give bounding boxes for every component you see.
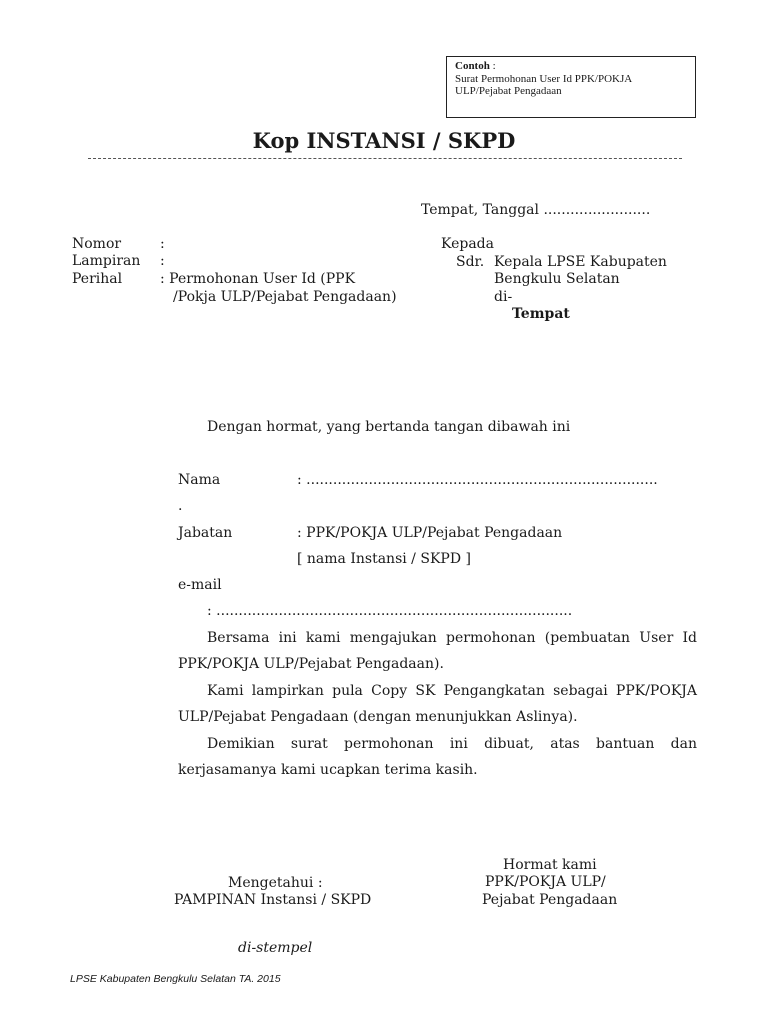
- signature-left-line-1: Mengetahui :: [228, 875, 323, 891]
- paragraph-1-text: Bersama ini kami mengajukan permohonan (pembuatan User Id PPK/POKJA ULP/Pejabat Pengadaan).: [178, 630, 697, 672]
- recipient-kepada: Kepada: [441, 236, 494, 252]
- perihal-label: Perihal: [72, 271, 123, 287]
- recipient-tempat-clip: [508, 306, 628, 322]
- recipient-kepada-clip: [441, 236, 494, 252]
- perihal-value-line-2: /Pokja ULP/Pejabat Pengadaan): [173, 289, 397, 305]
- lampiran-label: Lampiran: [72, 253, 141, 269]
- email-value: : ................................................................................: [207, 603, 573, 619]
- lampiran-separator: :: [160, 253, 165, 269]
- paragraph-2-text: Kami lampirkan pula Copy SK Pengangkatan sebagai PPK/POKJA ULP/Pejabat Pengadaan (dengan menunjukkan Aslinya).: [178, 683, 697, 725]
- recipient-sdr: Sdr.: [456, 254, 485, 270]
- perihal-value-line-1: : Permohonan User Id (PPK: [160, 271, 356, 287]
- letterhead-title: Kop INSTANSI / SKPD: [252, 128, 516, 153]
- example-box: [446, 56, 696, 118]
- signature-right-line-3: Pejabat Pengadaan: [482, 892, 618, 908]
- example-line-2: ULP/Pejabat Pengadaan: [455, 85, 562, 97]
- paragraph-2: [178, 678, 697, 730]
- recipient-tempat: Tempat: [512, 306, 570, 322]
- footer-note: LPSE Kabupaten Bengkulu Selatan TA. 2015: [70, 973, 281, 985]
- stamp-note: di-stempel: [238, 940, 313, 956]
- letterhead-divider: [88, 158, 682, 159]
- place-date: Tempat, Tanggal ........................: [421, 202, 651, 218]
- paragraph-3: [178, 731, 697, 783]
- salutation: Dengan hormat, yang bertanda tangan dibawah ini: [207, 419, 571, 435]
- example-label: Contoh: [455, 60, 490, 72]
- jabatan-value: : PPK/POKJA ULP/Pejabat Pengadaan: [297, 525, 563, 541]
- nama-trailing: .: [178, 498, 183, 514]
- nama-value: : ...............................................................................: [297, 472, 658, 488]
- signature-right-line-1: Hormat kami: [503, 857, 597, 873]
- nomor-label: Nomor: [72, 236, 122, 252]
- nama-label: Nama: [178, 472, 221, 488]
- example-colon: :: [489, 60, 496, 72]
- signature-right-line-2: PPK/POKJA ULP/: [485, 874, 606, 890]
- recipient-di: di-: [494, 289, 513, 305]
- recipient-line-1: Kepala LPSE Kabupaten: [494, 254, 667, 270]
- email-label: e-mail: [178, 577, 222, 593]
- signature-left-line-2: PAMPINAN Instansi / SKPD: [174, 892, 372, 908]
- jabatan-label: Jabatan: [178, 525, 233, 541]
- paragraph-3-text: Demikian surat permohonan ini dibuat, atas bantuan dan kerjasamanya kami ucapkan terima kasih.: [178, 736, 697, 778]
- example-line-1: Surat Permohonan User Id PPK/POKJA: [455, 72, 633, 85]
- instansi-value: [ nama Instansi / SKPD ]: [297, 551, 471, 567]
- nomor-separator: :: [160, 236, 165, 252]
- recipient-line-2: Bengkulu Selatan: [494, 271, 620, 287]
- paragraph-1: [178, 625, 697, 677]
